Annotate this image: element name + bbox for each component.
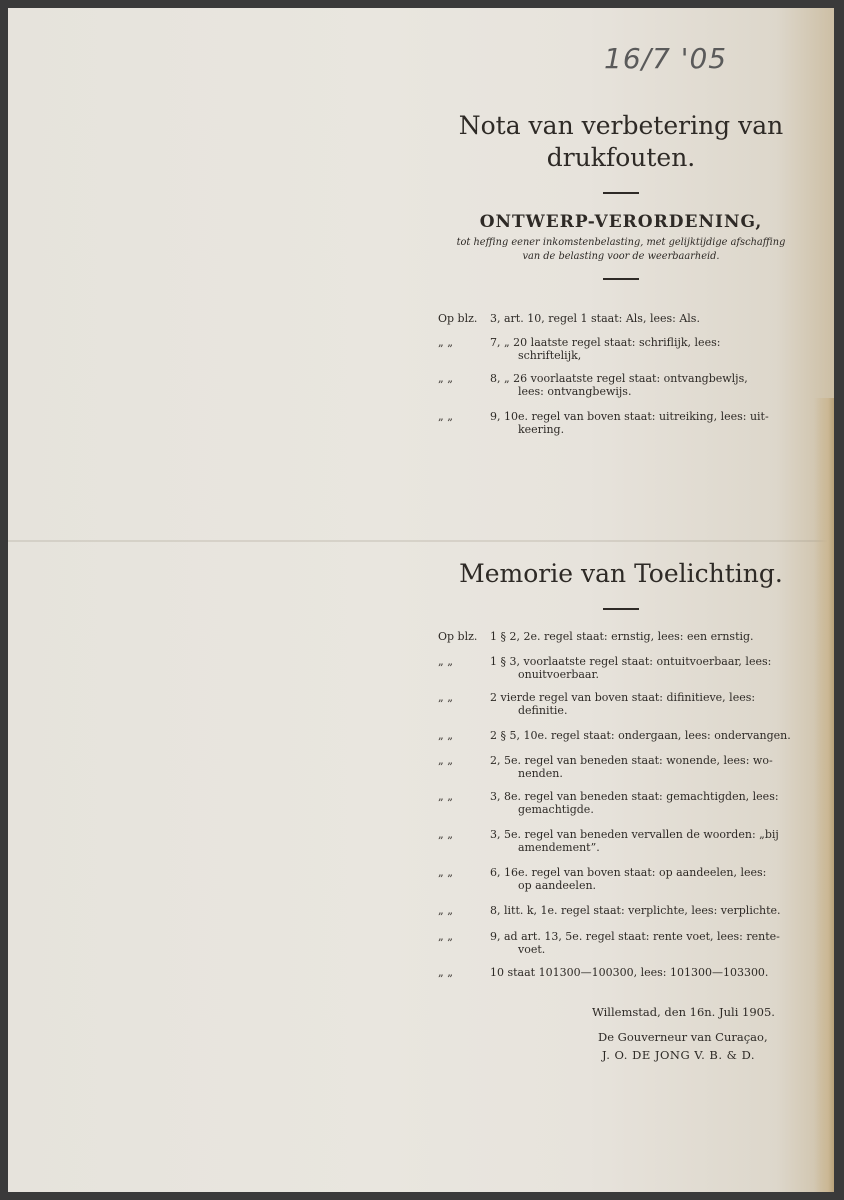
correction-main: 10 staat 101300—100300, lees: 101300—103300. [490, 966, 769, 979]
subtitle-line1: tot heffing eener inkomstenbelasting, met gelijktijdige afschaffing [456, 237, 786, 248]
correction-text [490, 336, 804, 362]
correction-text [490, 729, 804, 742]
correction-lead: „ „ [438, 866, 453, 879]
correction-continuation: voet. [518, 943, 546, 956]
correction-lead: „ „ [438, 904, 453, 917]
correction-continuation: schriftelijk, [518, 349, 582, 362]
correction-lead: „ „ [438, 930, 453, 943]
divider [603, 192, 639, 194]
memorie-title: Memorie van Toelichting. [459, 559, 783, 588]
correction-text [490, 930, 804, 956]
nota-section [438, 110, 804, 280]
correction-text [490, 655, 804, 681]
correction-text [490, 790, 804, 816]
memorie-section [438, 558, 804, 610]
signatory-office: De Gouverneur van Curaçao, [598, 1030, 768, 1044]
correction-text [490, 630, 804, 643]
correction-text [490, 904, 804, 917]
correction-main: 3, 5e. regel van beneden vervallen de woorden: „bij [490, 828, 779, 841]
correction-main: 1 § 2, 2e. regel staat: ernstig, lees: een ernstig. [490, 630, 754, 643]
nota-title-line2: drukfouten. [546, 143, 696, 172]
correction-continuation: nenden. [518, 767, 563, 780]
correction-continuation: keering. [518, 423, 565, 436]
place-date: Willemstad, den 16n. Juli 1905. [592, 1005, 775, 1019]
correction-main: 3, art. 10, regel 1 staat: Als, lees: Als. [490, 312, 700, 325]
correction-lead: Op blz. [438, 312, 478, 325]
correction-lead: „ „ [438, 691, 453, 704]
correction-lead: „ „ [438, 336, 453, 349]
correction-lead: „ „ [438, 966, 453, 979]
nota-title-line1: Nota van verbetering van [458, 111, 784, 140]
handwritten-note: 16/7 '05 [604, 42, 728, 75]
correction-main: 6, 16e. regel van boven staat: op aandeelen, lees: [490, 866, 767, 879]
signatory-name: J. O. DE JONG V. B. & D. [602, 1048, 756, 1062]
correction-main: 2 § 5, 10e. regel staat: ondergaan, lees: ondervangen. [490, 729, 791, 742]
nota-corrections-list [438, 312, 804, 452]
correction-lead: „ „ [438, 655, 453, 668]
ontwerp-heading: ONTWERP-VERORDENING, [479, 212, 763, 232]
correction-continuation: gemachtigde. [518, 803, 594, 816]
correction-continuation: amendement”. [518, 841, 600, 854]
correction-main: 8, litt. k, 1e. regel staat: verplichte, lees: verplichte. [490, 904, 781, 917]
correction-main: 9, ad art. 13, 5e. regel staat: rente voet, lees: rente- [490, 930, 780, 943]
correction-main: 3, 8e. regel van beneden staat: gemachtigden, lees: [490, 790, 779, 803]
correction-continuation: definitie. [518, 704, 568, 717]
paper-edge [814, 398, 834, 1192]
correction-main: 2 vierde regel van boven staat: difinitieve, lees: [490, 691, 756, 704]
correction-lead: „ „ [438, 828, 453, 841]
subtitle-line2: van de belasting voor de weerbaarheid. [522, 251, 720, 262]
divider [603, 278, 639, 280]
correction-lead: „ „ [438, 410, 453, 423]
correction-text [490, 828, 804, 854]
correction-main: 1 § 3, voorlaatste regel staat: ontuitvoerbaar, lees: [490, 655, 772, 668]
correction-lead: „ „ [438, 729, 453, 742]
correction-text [490, 372, 804, 398]
divider [603, 608, 639, 610]
fold-line [8, 540, 834, 542]
correction-main: 8, „ 26 voorlaatste regel staat: ontvangbewljs, [490, 372, 748, 385]
correction-main: 7, „ 20 laatste regel staat: schriflijk, lees: [490, 336, 721, 349]
correction-continuation: onuitvoerbaar. [518, 668, 600, 681]
correction-text [490, 410, 804, 436]
correction-lead: „ „ [438, 790, 453, 803]
correction-lead: „ „ [438, 372, 453, 385]
correction-text [490, 754, 804, 780]
correction-lead: „ „ [438, 754, 453, 767]
correction-text [490, 312, 804, 325]
correction-text [490, 966, 804, 979]
correction-lead: Op blz. [438, 630, 478, 643]
memorie-corrections-list [438, 630, 804, 980]
correction-text [490, 691, 804, 717]
correction-main: 9, 10e. regel van boven staat: uitreiking, lees: uit- [490, 410, 769, 423]
correction-main: 2, 5e. regel van beneden staat: wonende, lees: wo- [490, 754, 773, 767]
correction-continuation: lees: ontvangbewijs. [518, 385, 632, 398]
correction-continuation: op aandeelen. [518, 879, 597, 892]
correction-text [490, 866, 804, 892]
